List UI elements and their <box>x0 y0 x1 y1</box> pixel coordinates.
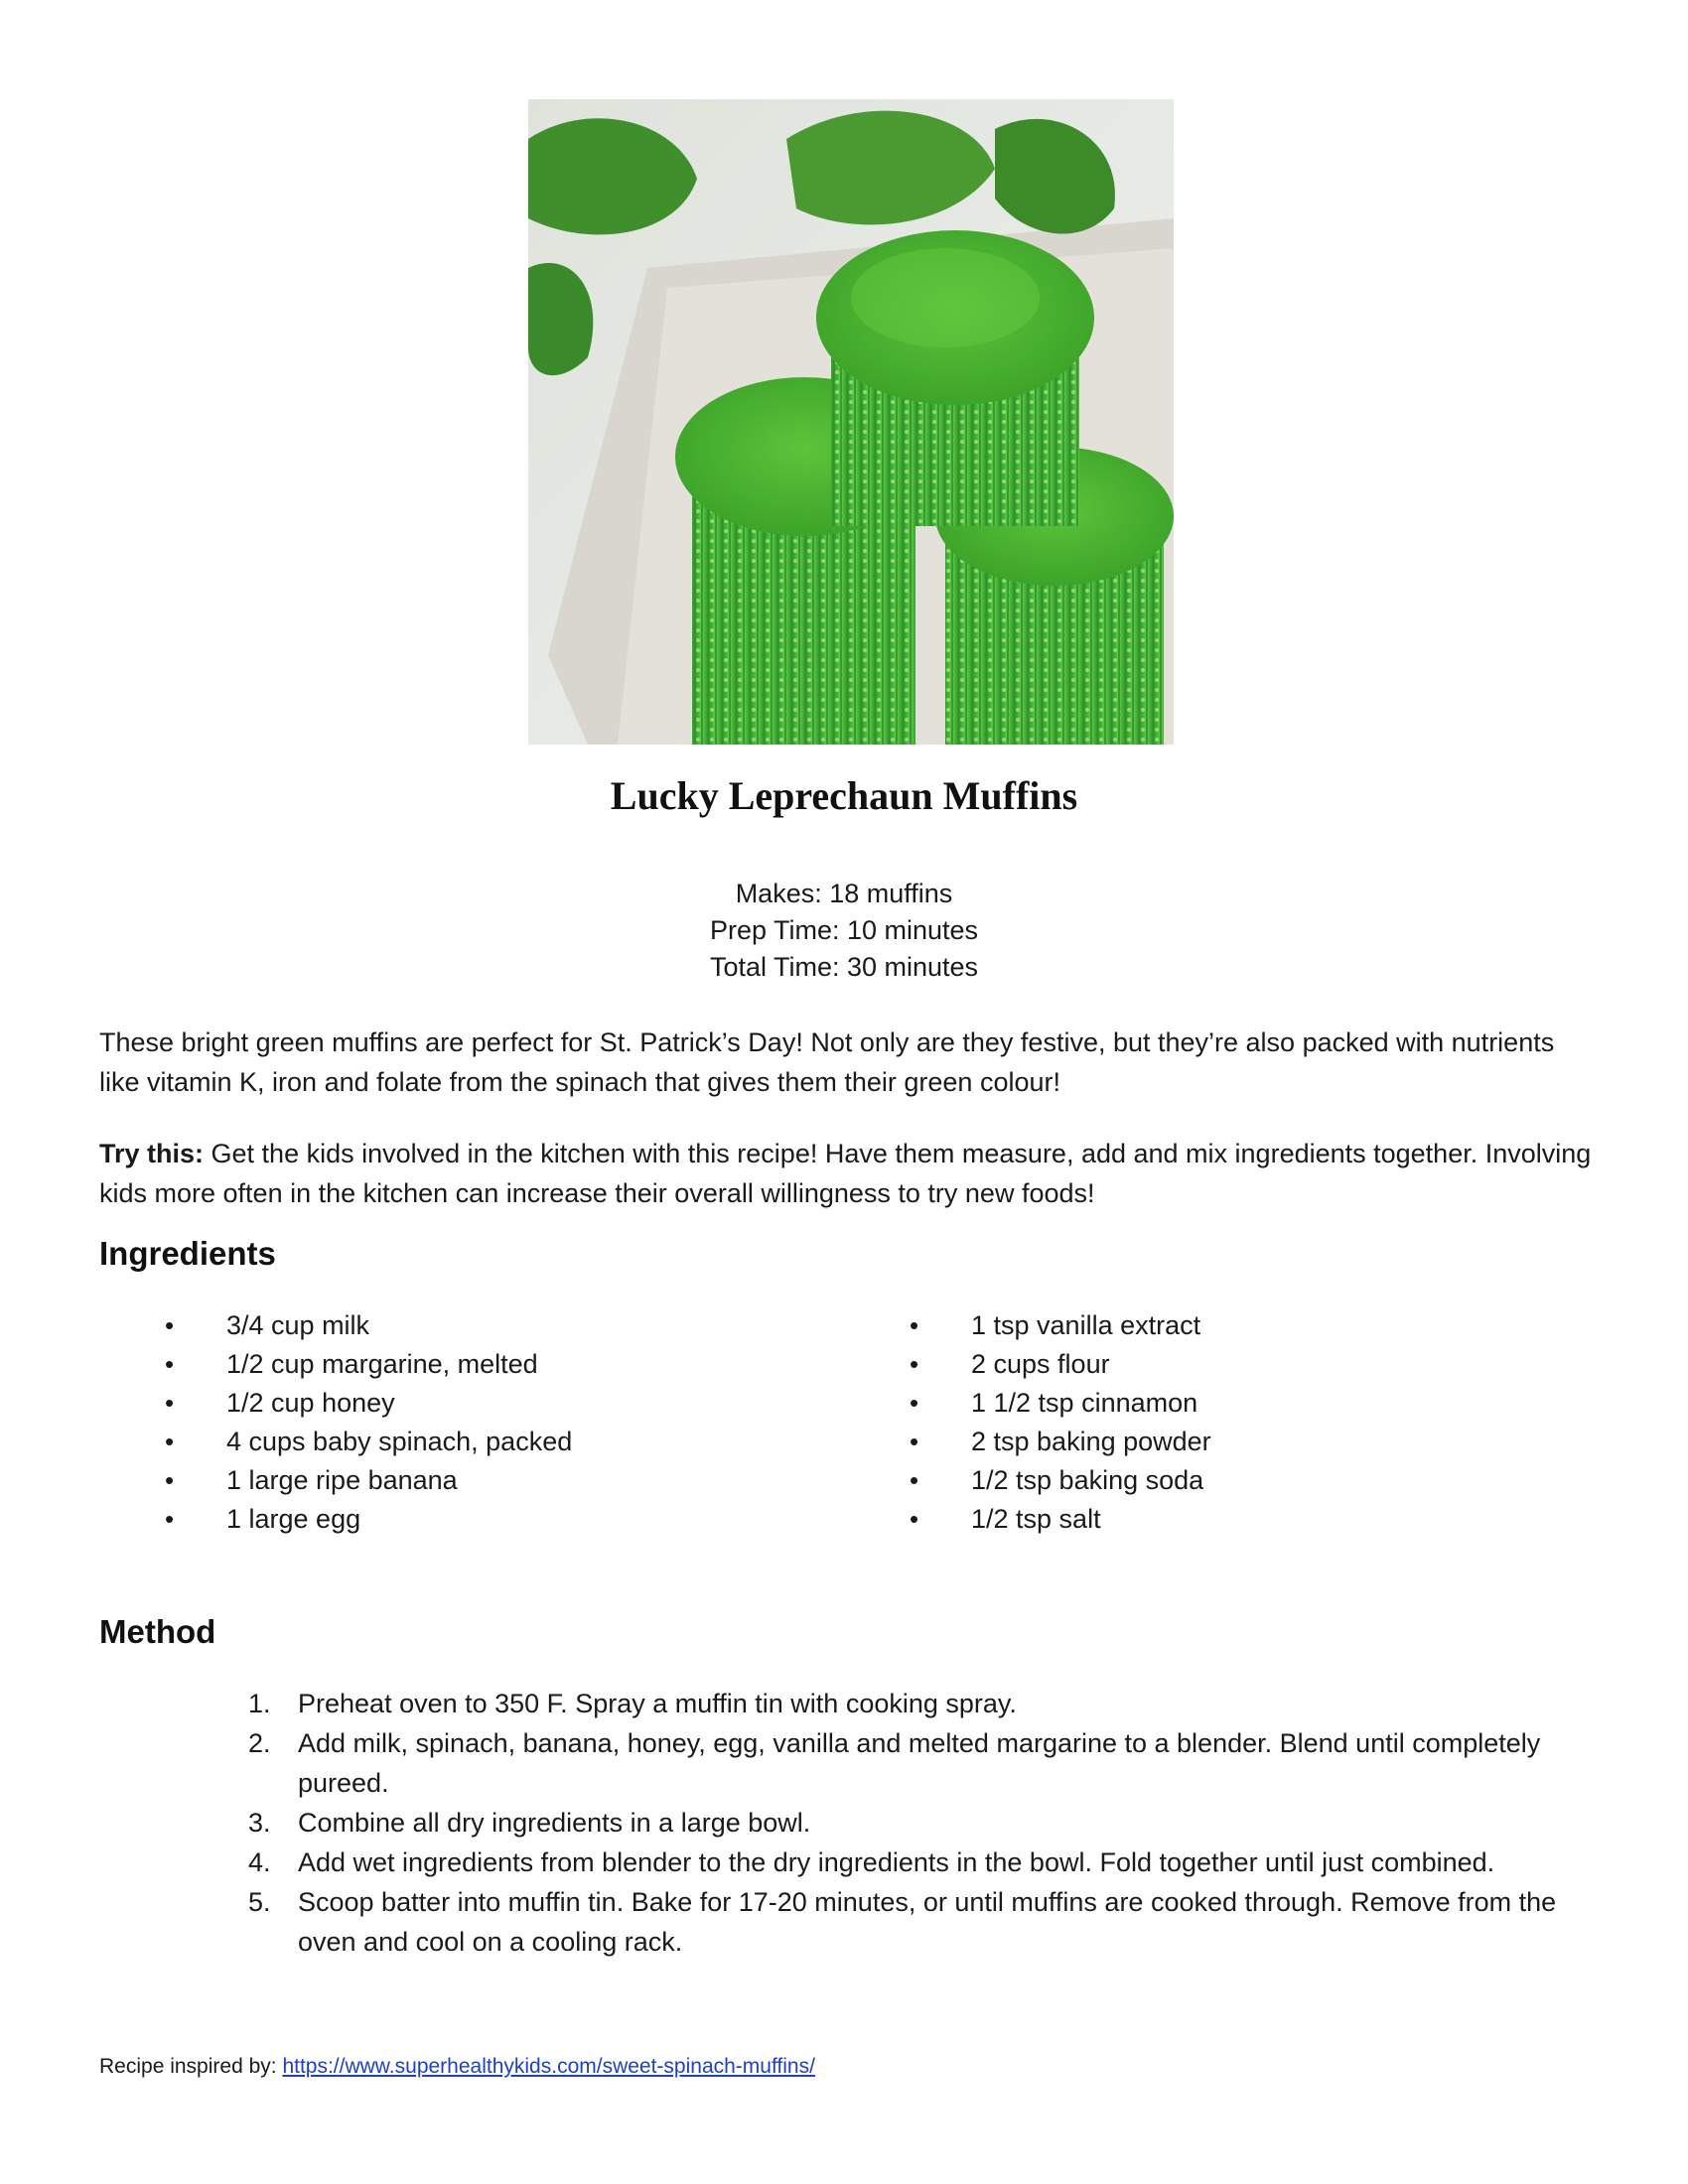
list-item: • 1 tsp vanilla extract <box>910 1306 1211 1345</box>
prep-time-text: Prep Time: 10 minutes <box>709 915 979 945</box>
step-number: 5. <box>248 1887 271 1917</box>
list-item: • 1/2 cup honey <box>165 1384 572 1423</box>
step-text: Add milk, spinach, banana, honey, egg, vanilla and melted margarine to a blender. Blend until completely pureed. <box>298 1728 1541 1798</box>
step-text: Combine all dry ingredients in a large bowl. <box>298 1808 811 1838</box>
step-text: Scoop batter into muffin tin. Bake for 17-20 minutes, or until muffins are cooked through. Remove from the oven and cool on a cooling rack. <box>298 1887 1557 1957</box>
method-steps <box>248 1684 1599 1962</box>
ingredients-heading: Ingredients <box>99 1235 276 1272</box>
source-label: Recipe inspired by: <box>99 2055 283 2078</box>
method-step <box>248 1803 1599 1843</box>
list-item: • 2 tsp baking powder <box>910 1423 1211 1461</box>
list-item: • 1/2 cup margarine, melted <box>165 1345 572 1384</box>
total-time-text: Total Time: 30 minutes <box>709 952 979 982</box>
ingredients-list-left <box>165 1306 572 1539</box>
source-credit <box>99 2055 815 2079</box>
method-step <box>248 1684 1599 1723</box>
tip-text: Get the kids involved in the kitchen with this recipe! Have them measure, add and mix ingredients together. Involving kids more often in the kitchen can increase their overall willingness to try new foods! <box>99 1139 1592 1208</box>
list-item: • 1 large ripe banana <box>165 1461 572 1500</box>
list-item: • 4 cups baby spinach, packed <box>165 1423 572 1461</box>
list-item: • 1 large egg <box>165 1500 572 1539</box>
source-link[interactable]: https://www.superhealthykids.com/sweet-spinach-muffins/ <box>282 2055 815 2078</box>
list-item: • 1 1/2 tsp cinnamon <box>910 1384 1211 1423</box>
step-number: 4. <box>248 1847 271 1877</box>
ingredients-list-right <box>910 1306 1211 1539</box>
step-text: Add wet ingredients from blender to the dry ingredients in the bowl. Fold together until just combined. <box>298 1847 1495 1877</box>
method-step <box>248 1843 1599 1882</box>
recipe-meta <box>0 876 1688 986</box>
method-step <box>248 1723 1599 1803</box>
list-item: • 2 cups flour <box>910 1345 1211 1384</box>
tip-label: Try this: <box>99 1139 205 1168</box>
recipe-photo <box>528 99 1174 745</box>
method-heading: Method <box>99 1613 216 1650</box>
list-item: • 3/4 cup milk <box>165 1306 572 1345</box>
intro-paragraph: These bright green muffins are perfect for St. Patrick’s Day! Not only are they festive, but they’re also packed with nutrients like vitamin K, iron and folate from the spinach that gives them their green colour! <box>99 1027 1555 1097</box>
method-step <box>248 1882 1599 1962</box>
step-number: 2. <box>248 1728 271 1758</box>
tip-paragraph <box>99 1134 1599 1213</box>
list-item: • 1/2 tsp salt <box>910 1500 1211 1539</box>
list-item: • 1/2 tsp baking soda <box>910 1461 1211 1500</box>
makes-text: Makes: 18 muffins <box>735 879 953 908</box>
step-number: 3. <box>248 1808 271 1838</box>
recipe-title: Lucky Leprechaun Muffins <box>610 773 1078 818</box>
step-text: Preheat oven to 350 F. Spray a muffin tin with cooking spray. <box>298 1689 1017 1718</box>
step-number: 1. <box>248 1689 271 1718</box>
